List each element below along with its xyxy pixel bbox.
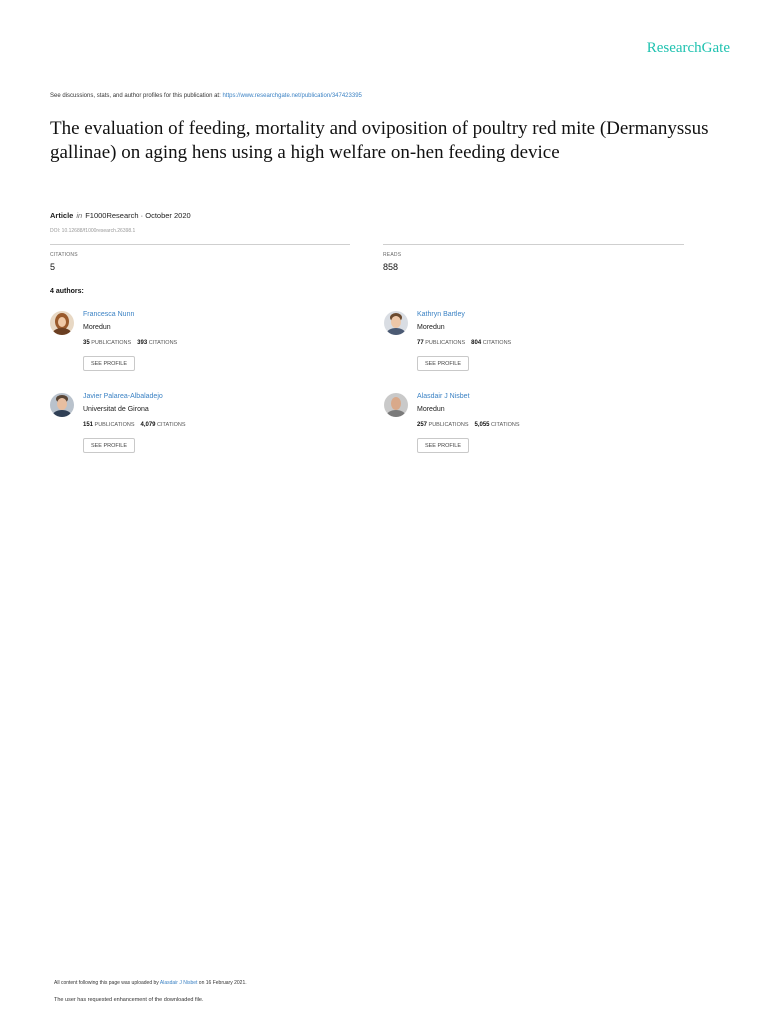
- author-stats: [83, 340, 177, 346]
- publications-label: PUBLICATIONS: [428, 422, 469, 428]
- author-card: [50, 311, 350, 386]
- publication-date: October 2020: [145, 211, 191, 220]
- see-profile-button[interactable]: SEE PROFILE: [83, 356, 135, 371]
- citations-label: CITATIONS: [482, 340, 512, 346]
- author-stats: [417, 422, 520, 428]
- meta-in: in: [76, 211, 83, 220]
- author-name[interactable]: Francesca Nunn: [83, 311, 135, 318]
- avatar[interactable]: [384, 311, 408, 335]
- meta-separator: ·: [138, 211, 146, 220]
- citations-label: CITATIONS: [491, 422, 520, 428]
- reads-label: READS: [383, 252, 402, 258]
- author-stats: [417, 340, 511, 346]
- citations-count: 4,079: [140, 422, 156, 428]
- publication-url-link[interactable]: https://www.researchgate.net/publication/347423395: [222, 93, 362, 99]
- upload-note-prefix: All content following this page was uploaded by: [54, 980, 160, 986]
- see-profile-button[interactable]: SEE PROFILE: [417, 356, 469, 371]
- author-name[interactable]: Javier Palarea-Albaladejo: [83, 393, 163, 400]
- publications-label: PUBLICATIONS: [94, 422, 135, 428]
- author-name[interactable]: Alasdair J Nisbet: [417, 393, 470, 400]
- publication-link-line: [50, 93, 362, 99]
- author-card: [384, 393, 684, 468]
- publications-count: 257: [417, 422, 428, 428]
- author-institution: Moredun: [417, 406, 445, 413]
- topline-prefix: See discussions, stats, and author profiles for this publication at:: [50, 93, 223, 99]
- upload-note: [54, 980, 247, 986]
- author-name[interactable]: Kathryn Bartley: [417, 311, 465, 318]
- author-institution: Moredun: [417, 324, 445, 331]
- author-card: [384, 311, 684, 386]
- doi: DOI: 10.12688/f1000research.26398.1: [50, 228, 136, 234]
- citations-count: 393: [137, 340, 148, 346]
- publications-count: 35: [83, 340, 90, 346]
- publication-meta: [50, 211, 191, 220]
- reads-count: 858: [383, 262, 399, 272]
- uploader-link[interactable]: Alasdair J Nisbet: [159, 980, 198, 986]
- publications-label: PUBLICATIONS: [91, 340, 132, 346]
- citations-count: 804: [471, 340, 482, 346]
- author-card: [50, 393, 350, 468]
- author-institution: Moredun: [83, 324, 111, 331]
- publications-label: PUBLICATIONS: [425, 340, 466, 346]
- citations-label: CITATIONS: [50, 252, 78, 258]
- researchgate-logo[interactable]: ResearchGate: [646, 40, 730, 56]
- see-profile-button[interactable]: SEE PROFILE: [83, 438, 135, 453]
- page-title: The evaluation of feeding, mortality and oviposition of poultry red mite (Dermanyssus gallinae) on aging hens using a high welfare on-hen feeding device: [50, 118, 709, 163]
- citations-label: CITATIONS: [148, 340, 178, 346]
- publications-count: 77: [417, 340, 424, 346]
- enhancement-note: The user has requested enhancement of the downloaded file.: [54, 997, 204, 1003]
- author-institution: Universitat de Girona: [83, 406, 149, 413]
- see-profile-button[interactable]: SEE PROFILE: [417, 438, 469, 453]
- author-stats: [83, 422, 186, 428]
- citations-count: 5: [50, 262, 56, 272]
- publications-count: 151: [83, 422, 94, 428]
- avatar[interactable]: [50, 393, 74, 417]
- citations-label: CITATIONS: [157, 422, 186, 428]
- divider-left: [50, 244, 350, 245]
- article-type: Article: [50, 211, 74, 220]
- citations-count: 5,055: [474, 422, 490, 428]
- divider-right: [383, 244, 684, 245]
- upload-note-suffix: on 16 February 2021.: [197, 980, 247, 986]
- journal-name: F1000Research: [85, 211, 139, 220]
- avatar[interactable]: [384, 393, 408, 417]
- authors-heading: 4 authors:: [50, 288, 84, 295]
- avatar[interactable]: [50, 311, 74, 335]
